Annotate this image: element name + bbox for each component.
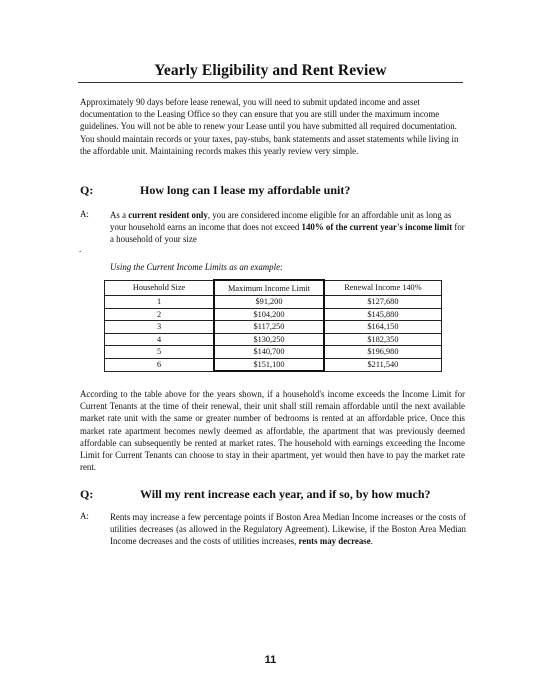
table-row — [105, 296, 442, 309]
household-size-cell: 2 — [105, 308, 215, 321]
market-rate-paragraph: According to the table above for the years shown, if a household's income exceeds the Income Limit for Current Tenants at the time of their renewal, their unit shall still remain affordable until the next available market rate unit with the same or greater number of bedrooms is rented at an affordable price. Once this market rate apartment becomes newly deemed as affordable, the apartment that was previously deemed affordable can subsequently be rented at market rates. The household with earnings exceeding the Income Limit for Current Tenants can choose to stay in their apartment, yet would then have to pay the market rate rent. — [80, 389, 465, 473]
answer-1-part: As a — [110, 210, 129, 220]
renewal-income-cell: $196,980 — [324, 346, 442, 359]
household-size-cell: 1 — [105, 296, 215, 309]
answer-1-part: , you are considered income eligible for an affordable unit as long as your household earns an income that does not exceed — [110, 210, 452, 233]
answer-1-text — [110, 209, 466, 246]
page-number: 11 — [264, 654, 277, 666]
question-1-text: How long can I lease my affordable unit? — [140, 183, 351, 197]
column-header-household-size: Household Size — [105, 280, 215, 296]
stray-mark: . — [79, 244, 82, 254]
maximum-income-cell: $151,100 — [214, 358, 324, 371]
income-limits-table — [104, 279, 442, 372]
renewal-income-cell: $164,150 — [324, 321, 442, 334]
maximum-income-cell: $117,250 — [214, 321, 324, 334]
household-size-cell: 5 — [105, 346, 215, 359]
table-row — [105, 333, 442, 346]
answer-2-emphasis: rents may decrease — [298, 536, 371, 547]
table-caption: Using the Current Income Limits as an example: — [110, 262, 283, 272]
table-header-row — [105, 280, 442, 296]
question-1-label: Q: — [80, 183, 94, 197]
page-title: Yearly Eligibility and Rent Review — [154, 62, 387, 79]
household-size-cell: 3 — [105, 321, 215, 334]
answer-1-label: A: — [80, 209, 89, 219]
table-row — [105, 358, 442, 371]
table-row — [105, 321, 442, 334]
maximum-income-cell: $130,250 — [214, 333, 324, 346]
title-divider — [78, 82, 463, 83]
answer-1-emphasis: current resident only — [128, 210, 208, 220]
answer-2-part: Rents may increase a few percentage points if Boston Area Median Income increases or the costs of utilities decreases (as allowed in the Regulatory Agreement). Likewise, if the Boston Area Median Income decreases and the costs of utilities increases, — [110, 512, 466, 547]
answer-1-part: for a household of your size — [110, 222, 465, 245]
household-size-cell: 4 — [105, 333, 215, 346]
column-header-renewal-income: Renewal Income 140% — [324, 280, 442, 296]
maximum-income-cell: $104,200 — [214, 308, 324, 321]
renewal-income-cell: $127,680 — [324, 296, 442, 309]
table-row — [105, 346, 442, 359]
answer-2-label: A: — [80, 511, 89, 521]
household-size-cell: 6 — [105, 358, 215, 371]
renewal-income-cell: $211,540 — [324, 358, 442, 371]
table-row — [105, 308, 442, 321]
question-2-label: Q: — [80, 487, 94, 501]
maximum-income-cell: $140,700 — [214, 346, 324, 359]
intro-paragraph: Approximately 90 days before lease renewal, you will need to submit updated income and asset documentation to the Leasing Office so they can ensure that you are still under the maximum income guidelines. You will not be able to renew your Lease until you have submitted all required documentation. You should maintain records or your taxes, pay-stubs, bank statements and asset statements while living in the affordable unit. Maintaining records makes this yearly review very simple. — [80, 97, 459, 156]
answer-1-emphasis: 140% of the current year's income limit — [301, 222, 453, 233]
answer-2-part: . — [370, 536, 373, 547]
column-header-maximum-income: Maximum Income Limit — [214, 280, 324, 296]
maximum-income-cell: $91,200 — [214, 296, 324, 309]
renewal-income-cell: $145,880 — [324, 308, 442, 321]
question-2-text: Will my rent increase each year, and if so, by how much? — [140, 487, 431, 501]
answer-2-text — [110, 511, 466, 548]
renewal-income-cell: $182,350 — [324, 333, 442, 346]
